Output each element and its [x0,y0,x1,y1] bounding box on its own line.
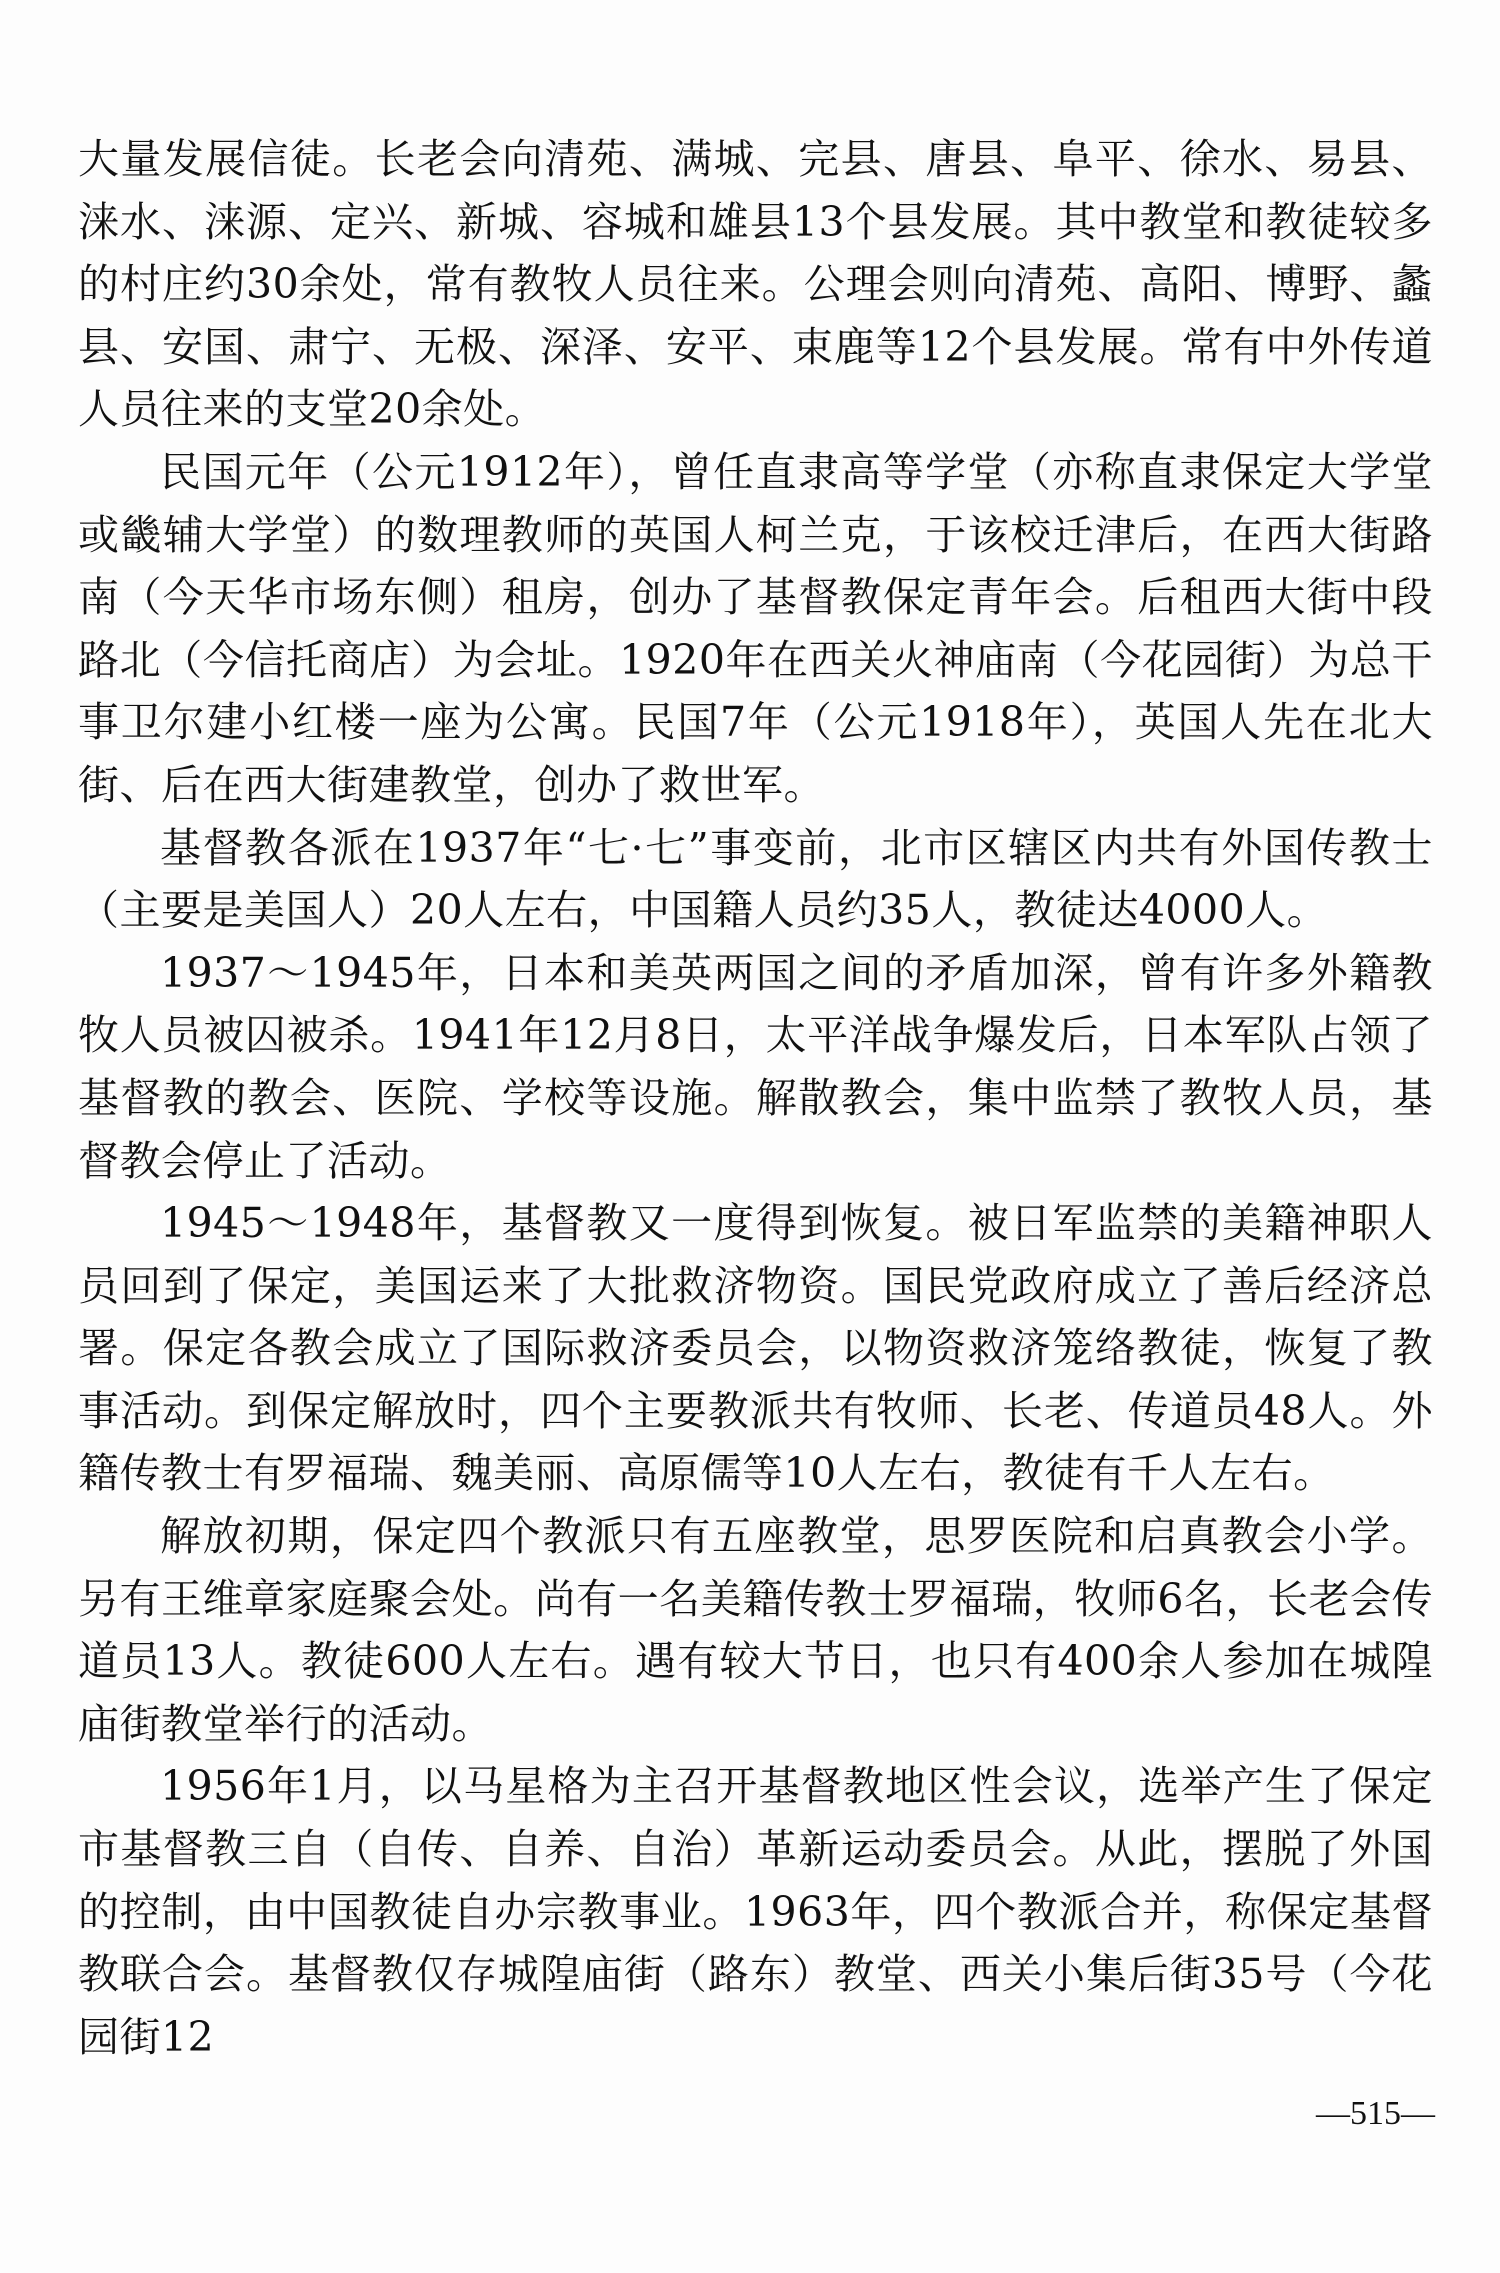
paragraph-1: 大量发展信徒。长老会向清苑、满城、完县、唐县、阜平、徐水、易县、涞水、涞源、定兴、新城、容城和雄县13个县发展。其中教堂和教徒较多的村庄约30余处，常有教牧人员往来。公理会则向清苑、高阳、博野、蠡县、安国、肃宁、无极、深泽、安平、束鹿等12个县发展。常有中外传道人员往来的支堂20余处。 [78,135,1433,434]
paragraph-7: 1956年1月，以马星格为主召开基督教地区性会议，选举产生了保定市基督教三自（自传、自养、自治）革新运动委员会。从此，摆脱了外国的控制，由中国教徒自办宗教事业。1963年，四个教派合并，称保定基督教联合会。基督教仅存城隍庙街（路东）教堂、西关小集后街35号（今花园街12 [78,1762,1433,2061]
paragraph-5: 1945～1948年，基督教又一度得到恢复。被日军监禁的美籍神职人员回到了保定，美国运来了大批救济物资。国民党政府成立了善后经济总署。保定各教会成立了国际救济委员会，以物资救济笼络教徒，恢复了教事活动。到保定解放时，四个主要教派共有牧师、长老、传道员48人。外籍传教士有罗福瑞、魏美丽、高原儒等10人左右，教徒有千人左右。 [78,1199,1433,1498]
body-text [78,128,1433,2068]
paragraph-4: 1937～1945年，日本和美英两国之间的矛盾加深，曾有许多外籍教牧人员被囚被杀。1941年12月8日，太平洋战争爆发后，日本军队占领了基督教的教会、医院、学校等设施。解散教会，集中监禁了教牧人员，基督教会停止了活动。 [78,948,1433,1185]
paragraph-3: 基督教各派在1937年“七·七”事变前，北市区辖区内共有外国传教士（主要是美国人）20人左右，中国籍人员约35人，教徒达4000人。 [78,823,1433,935]
paragraph-2: 民国元年（公元1912年），曾任直隶高等学堂（亦称直隶保定大学堂或畿辅大学堂）的数理教师的英国人柯兰克，于该校迁津后，在西大街路南（今天华市场东侧）租房，创办了基督教保定青年会。后租西大街中段路北（今信托商店）为会址。1920年在西关火神庙南（今花园街）为总干事卫尔建小红楼一座为公寓。民国7年（公元1918年），英国人先在北大街、后在西大街建教堂，创办了救世军。 [78,447,1433,809]
page-number: —515— [1316,2095,1435,2132]
paragraph-6: 解放初期，保定四个教派只有五座教堂，思罗医院和启真教会小学。另有王维章家庭聚会处。尚有一名美籍传教士罗福瑞，牧师6名，长老会传道员13人。教徒600人左右。遇有较大节日，也只有400余人参加在城隍庙街教堂举行的活动。 [78,1512,1433,1748]
